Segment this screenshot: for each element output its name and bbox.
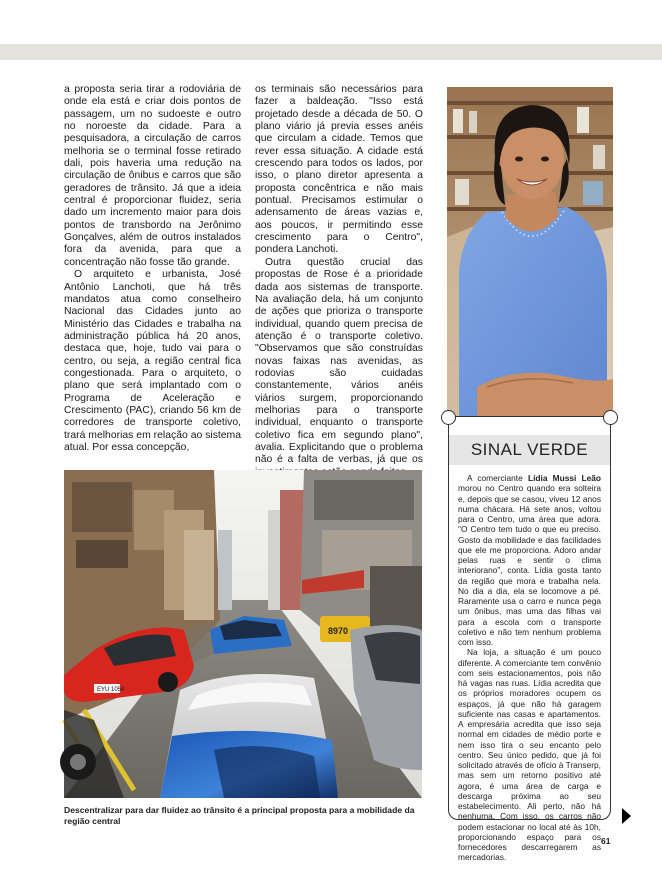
box-header bbox=[449, 435, 610, 465]
page-number: 61 bbox=[601, 836, 611, 846]
portrait-illustration bbox=[447, 87, 613, 425]
article-column-1 bbox=[64, 84, 241, 453]
article-paragraph: os terminais são necessários para fazer a baldeação. "Isso está projetado desde a década de 50. O plano viário já previa esses anéis que circulam a cidade. Temos que rever essa situação. A cidade está crescendo para todos os lados, por isso, o plano diretor apresenta a proposta concêntrica e não mais pontual. Precisamos estimular o adensamento de áreas vazias e, aos poucos, ir permitindo esse crescimento para o Centro", pondera Lanchoti. bbox=[255, 84, 423, 256]
article-column-2 bbox=[255, 84, 423, 466]
license-plate: EYU 1054 bbox=[97, 687, 125, 693]
portrait-photo bbox=[447, 87, 613, 425]
street-illustration bbox=[64, 470, 422, 798]
box-paragraph bbox=[458, 473, 601, 647]
next-page-arrow-icon bbox=[622, 808, 631, 824]
taxi-sign-number: 8970 bbox=[328, 626, 349, 636]
header-band bbox=[0, 44, 662, 60]
box-paragraph: Na loja, a situação é um pouco diferente. A comerciante tem convênio com seis estacionamentos, pois não há vagas nas ruas. Lídia acredita que os próprios moradores ocupem os espaços, já que não há garagem suficiente nas casas e apartamentos. A empresária acredita que isso seja normal em cidades de médio porte e nem isso tira o seu encanto pelo centro. Seu único pedido, que já foi solicitado através de ofício à Transerp, mas sem um retorno positivo até agora, é uma área de carga e descarga próxima ao seu estabelecimento. Ali perto, não há nenhuma. Com isso, os carros não podem estacionar no local até às 10h, proporcionando espaço para os fornecedores descarregarem as mercadorias. bbox=[458, 647, 601, 863]
street-photo bbox=[64, 470, 422, 798]
box-corner-ornament bbox=[441, 410, 456, 425]
article-paragraph: Outra questão crucial das propostas de Rose é a prioridade dada aos sistemas de transporte. Na avaliação dela, há um conjunto de ações que prioriza o transporte individual, quando quem precisa de atenção é o transporte coletivo. "Observamos que são construídas novas faixas nas avenidas, as rodovias são cuidadas constantemente, vários anéis viários surgem, proporcionando melhorias para o transporte individual, enquanto o transporte coletivo fica em segundo plano", avalia. Explicitando que o problema não é a falta de verbas, já que os bbox=[255, 256, 423, 466]
article-paragraph: O arquiteto e urbanista, José Antônio Lanchoti, que há três mandatos atua como conselheiro Nacional das Cidades junto ao Ministério das Cidades e trabalha na administração pública há 20 anos, destaca que, hoje, tudo vai para o centro, ou seja, a região central fica congestionada. Para o arquiteto, o plano que será implantado com o Programa de Aceleração e Crescimento (PAC), criando 56 km de corredores de transporte coletivo, trará melhorias em relação ao sistema atual. Por essa concepção, bbox=[64, 269, 241, 453]
person-name: Lídia Mussi Leão bbox=[527, 473, 602, 483]
box-text-span: morou no Centro quando era solteira e, depois que se casou, viveu 12 anos numa chácara. Há sete anos, voltou para o Centro, uma área que adora. "O Centro tem tudo o que eu preciso. Gosto da mobilidade e das facilidades que ele me proporciona. Adoro andar pelas ruas e sentir o clima interiorano", conta. Lídia gosta tanto da região que mora e trabalha nela. No dia a dia, ela se locomove a pé. Raramente usa o carro e nunca pega um ônibus, mas uma das filhas vai para a escola com o transporte coletivo e não tem nenhum problema com isso. bbox=[458, 483, 601, 647]
article-paragraph: a proposta seria tirar a rodoviária de onde ela está e criar dois pontos de passagem, um no sudoeste e outro no noroeste da cidade. Para a pesquisadora, a circulação de carros melhoria se o terminal fosse retirado dali, pois haveria uma redução na circulação de ônibus e carros que são geradores de trânsito. Já que a ideia central é proporcionar fluidez, seria dado um incremento maior para dois pontos de transbordo na Jerônimo Gonçalves, além de outros instalados fora da avenida, para que a concentração não fosse tão grande. bbox=[64, 84, 241, 268]
box-title: SINAL VERDE bbox=[470, 440, 589, 459]
box-text-span: A comerciante bbox=[467, 473, 528, 483]
photo-caption: Descentralizar para dar fluidez ao trânsito é a principal proposta para a mobilidade da região central bbox=[64, 805, 415, 826]
box-body bbox=[458, 473, 601, 863]
box-corner-ornament bbox=[603, 410, 618, 425]
